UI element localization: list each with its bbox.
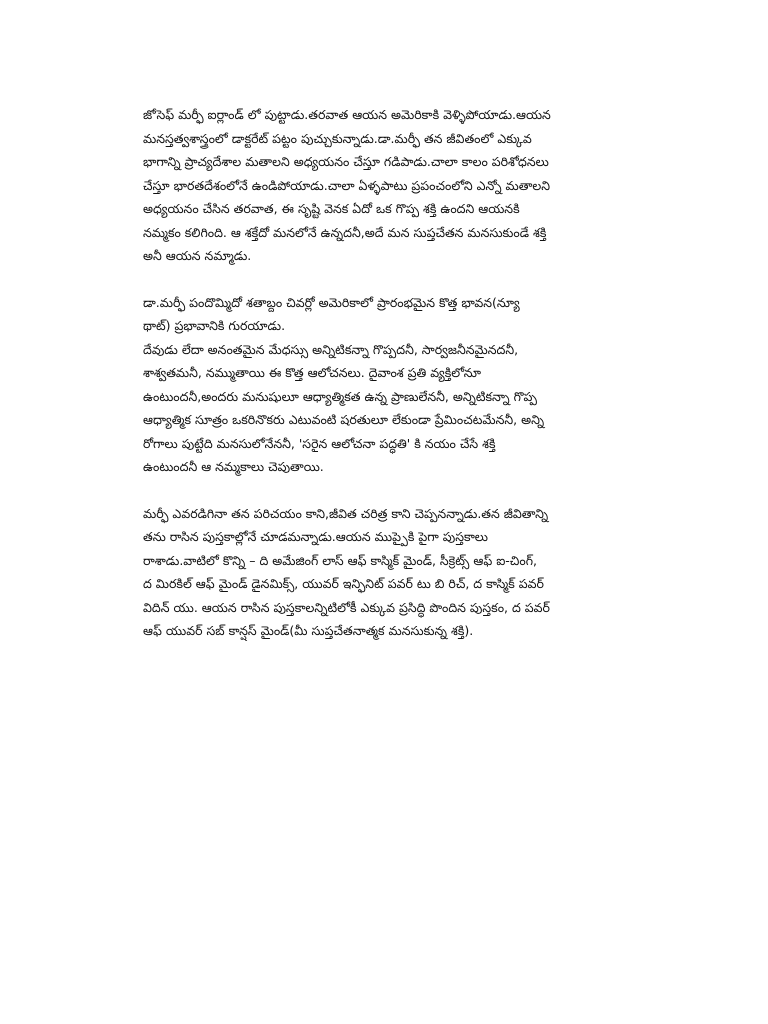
text-line: ద మిరకిల్ ఆఫ్ మైండ్ డైనమిక్స్, యువర్ ఇన్ఫినిట్ పవర్ టు బి రిచ్, ద కాస్మిక్ పవర్ xyxy=(143,576,544,591)
text-line: అనీ ఆయన నమ్మాడు. xyxy=(143,248,252,263)
text-line: తను రాసిన పుస్తకాల్లోనే చూడమన్నాడు.ఆయన ముప్పైకి పైగా పుస్తకాలు xyxy=(143,529,488,544)
text-line: డా.మర్ఫీ పందొమ్మిదో శతాబ్దం చివర్లో అమెరికాలో ప్రారంభమైన కొత్త భావన(న్యూ xyxy=(143,294,520,310)
text-line: భాగాన్ని ప్రాచ్యదేశాల మతాలని అధ్యయనం చేస్తూ గడిపాడు.చాలా కాలం పరిశోధనలు xyxy=(143,154,549,169)
document-body xyxy=(143,103,623,643)
paragraph-spacer xyxy=(143,479,623,502)
text-line: రోగాలు పుట్టేది మనసులోనేననీ, 'సరైన ఆలోచనా పద్ధతి' కి నయం చేసే శక్తి xyxy=(143,435,496,451)
text-line: దేవుడు లేదా అనంతమైన మేధస్సు అన్నిటికన్నా గొప్పదనీ, సార్వజనీనమైనదనీ, xyxy=(143,341,519,357)
text-line: నమ్మకం కలిగింది. ఆ శక్తేదో మనలోనే ఉన్నదనీ,అదే మన సుప్తచేతన మనసుకుండే శక్తి xyxy=(143,224,547,240)
text-line: ఉంటుందనీ ఆ నమ్మకాలు చెపుతాయి. xyxy=(143,459,324,474)
paragraph-1 xyxy=(143,103,623,268)
text-line: ఉంటుందనీ,అందరు మనుషులూ ఆధ్యాత్మికత ఉన్న ప్రాణులేననీ, అన్నిటికన్నా గొప్ప xyxy=(143,388,537,404)
text-line: మనస్తత్వశాస్త్రంలో డాక్టరేట్ పట్టం పుచ్చుకున్నాడు.డా.మర్ఫీ తన జీవితంలో ఎక్కువ xyxy=(143,130,532,146)
text-line: అధ్యయనం చేసిన తరవాత, ఈ సృష్టి వెనక ఏదో ఒక గొప్ప శక్తి ఉందని ఆయనకి xyxy=(143,201,520,216)
text-line: ఆధ్యాత్మిక సూత్రం ఒకరినొకరు ఎటువంటి షరతులూ లేకుండా ప్రేమించటమేననీ, అన్ని xyxy=(143,412,545,427)
paragraph-spacer xyxy=(143,268,623,291)
paragraph-3 xyxy=(143,502,623,643)
paragraph-2 xyxy=(143,291,623,479)
text-line: చేస్తూ భారతదేశంలోనే ఉండిపోయాడు.చాలా ఏళ్ళపాటు ప్రపంచంలోని ఎన్నో మతాలని xyxy=(143,177,551,193)
text-line: ఆఫ్ యువర్ సబ్ కాన్షస్ మైండ్(మీ సుప్తచేతనాత్మక మనసుకున్న శక్తి). xyxy=(143,623,474,638)
text-line: జోసెఫ్ మర్ఫీ ఐర్లాండ్ లో పుట్టాడు.తరవాత ఆయన అమెరికాకి వెళ్ళిపోయాడు.ఆయన xyxy=(143,107,551,122)
text-line: శాశ్వతమనీ, నమ్ముతాయి ఈ కొత్త ఆలోచనలు. దైవాంశ ప్రతి వ్యక్తిలోనూ xyxy=(143,365,481,380)
text-line: విదిన్ యు. ఆయన రాసిన పుస్తకాలన్నిటిలోకీ ఎక్కువ ప్రసిద్ధి పొందిన పుస్తకం, ద పవర్ xyxy=(143,599,550,615)
text-line: మర్ఫీ ఎవరడిగినా తన పరిచయం కాని,జీవిత చరిత్ర కాని చెప్పనన్నాడు.తన జీవితాన్ని xyxy=(143,505,549,521)
text-line: రాశాడు.వాటిలో కొన్ని – ది అమేజింగ్ లాస్ ఆఫ్ కాస్మిక్ మైండ్, సీక్రెట్స్ ఆఫ్ ఐ-చింగ్, xyxy=(143,552,537,568)
text-line: థాట్) ప్రభావానికి గురయాడు. xyxy=(143,318,286,333)
